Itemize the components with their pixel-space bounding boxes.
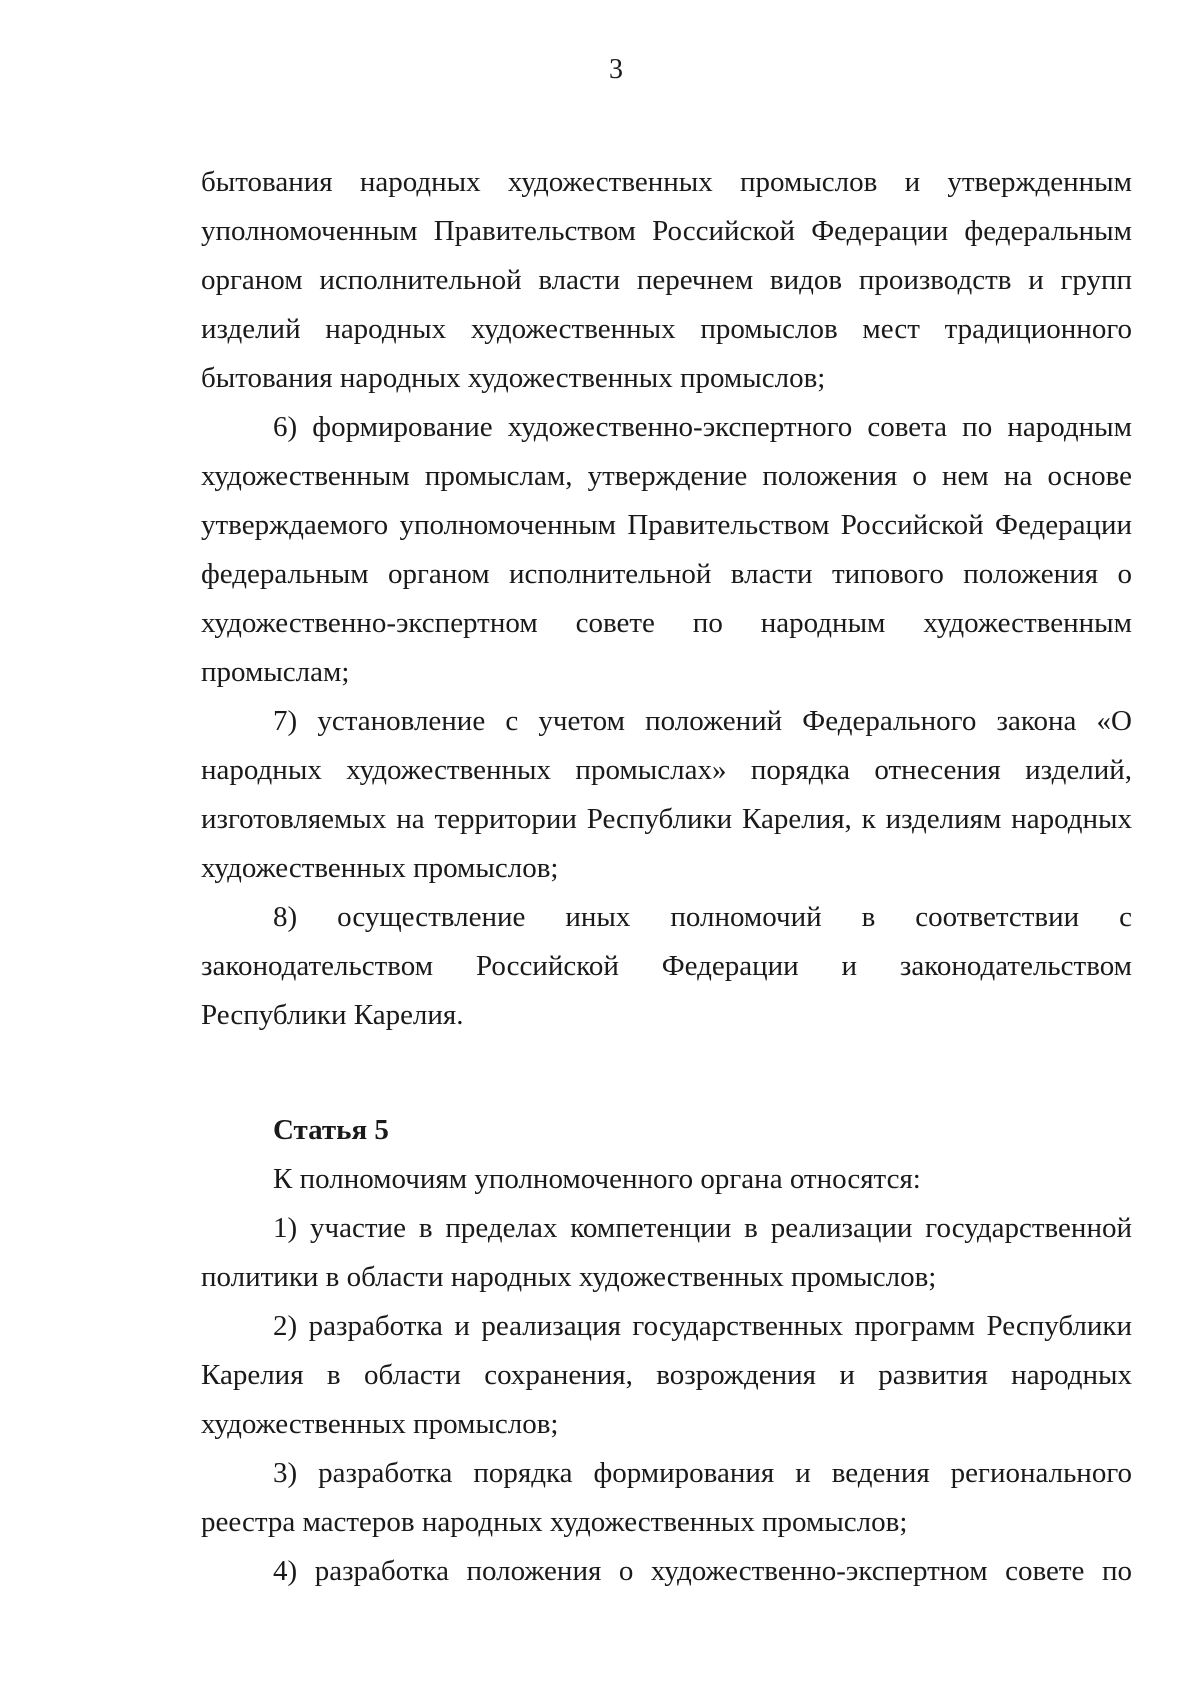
paragraph-item-7: 7) установление с учетом положений Федерального закона «О народных художественных промыслах» порядка отнесения изделий, изготовляемых на территории Республики Карелия, к изделиям народных художественных промыслов; [201,705,1132,884]
paragraph-item-8: 8) осуществление иных полномочий в соответствии с законодательством Российской Федерации и законодательством Республики Карелия. [201,901,1132,1031]
page-number: 3 [609,54,623,85]
paragraph-item-2: 2) разработка и реализация государственных программ Республики Карелия в области сохранения, возрождения и развития народных художественных промыслов; [201,1310,1132,1440]
document-body [201,158,1132,1596]
paragraph-item-6: 6) формирование художественно-экспертного совета по народным художественным промыслам, утверждение положения о нем на основе утверждаемого уполномоченным Правительством Российской Федерации федеральным органом исполнительной власти типового положения о художественно-экспертном совете по народным художественным промыслам; [201,411,1132,688]
paragraph-item-1: 1) участие в пределах компетенции в реализации государственной политики в области народных художественных промыслов; [201,1212,1132,1293]
paragraph-continuation: бытования народных художественных промыслов и утвержденным уполномоченным Правительством Российской Федерации федеральным органом исполнительной власти перечнем видов производств и групп изделий народных художественных промыслов мест традиционного бытования народных художественных промыслов; [201,166,1132,394]
paragraph-intro: К полномочиям уполномоченного органа относятся: [273,1163,921,1195]
paragraph-item-3: 3) разработка порядка формирования и ведения регионального реестра мастеров народных художественных промыслов; [201,1457,1132,1538]
article-heading: Статья 5 [273,1114,389,1146]
paragraph-item-4: 4) разработка положения о художественно-экспертном совете по [273,1555,1132,1587]
